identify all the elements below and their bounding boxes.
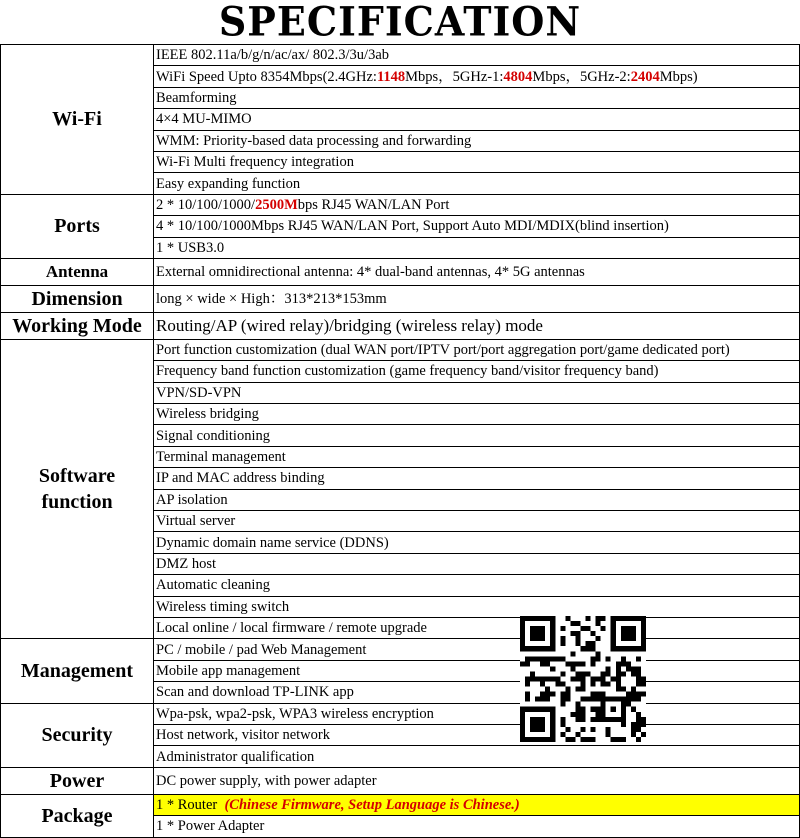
spec-value: Wireless timing switch xyxy=(154,596,800,617)
category-ports: Ports xyxy=(1,194,154,258)
spec-value: Beamforming xyxy=(154,87,800,108)
page-title: SPECIFICATION xyxy=(218,0,582,46)
category-wifi: Wi-Fi xyxy=(1,45,154,195)
spec-value: Port function customization (dual WAN port/IPTV port/port aggregation port/game dedicated port) xyxy=(154,339,800,360)
spec-value: Mobile app management xyxy=(154,660,800,681)
spec-value: long × wide × High：313*213*153mm xyxy=(154,285,800,312)
table-row xyxy=(1,703,800,724)
table-row xyxy=(1,194,800,215)
spec-value: 4×4 MU-MIMO xyxy=(154,109,800,130)
spec-value: Wi-Fi Multi frequency integration xyxy=(154,151,800,172)
table-row xyxy=(1,339,800,360)
spec-value: PC / mobile / pad Web Management xyxy=(154,639,800,660)
spec-value: Host network, visitor network xyxy=(154,724,800,745)
qr-code-image xyxy=(520,616,646,742)
spec-value: 4 * 10/100/1000Mbps RJ45 WAN/LAN Port, Support Auto MDI/MDIX(blind insertion) xyxy=(154,216,800,237)
spec-value: 1 * Power Adapter xyxy=(154,816,800,837)
spec-value: Administrator qualification xyxy=(154,746,800,767)
spec-value: External omnidirectional antenna: 4* dual-band antennas, 4* 5G antennas xyxy=(154,258,800,285)
spec-value: Automatic cleaning xyxy=(154,575,800,596)
spec-table xyxy=(0,44,800,838)
category-power: Power xyxy=(1,767,154,794)
table-row xyxy=(1,767,800,794)
spec-value: Easy expanding function xyxy=(154,173,800,194)
spec-value: Dynamic domain name service (DDNS) xyxy=(154,532,800,553)
table-row xyxy=(1,258,800,285)
table-row xyxy=(1,312,800,339)
spec-value: DC power supply, with power adapter xyxy=(154,767,800,794)
category-dimension: Dimension xyxy=(1,285,154,312)
spec-value: Terminal management xyxy=(154,446,800,467)
spec-value: Routing/AP (wired relay)/bridging (wireless relay) mode xyxy=(154,312,800,339)
spec-value: Signal conditioning xyxy=(154,425,800,446)
table-row xyxy=(1,794,800,815)
spec-value: Virtual server xyxy=(154,511,800,532)
spec-value: 1 * USB3.0 xyxy=(154,237,800,258)
category-working-mode: Working Mode xyxy=(1,312,154,339)
spec-value: WMM: Priority-based data processing and forwarding xyxy=(154,130,800,151)
table-row xyxy=(1,285,800,312)
spec-value: Wpa-psk, wpa2-psk, WPA3 wireless encryption xyxy=(154,703,800,724)
wifi-speed-value: WiFi Speed Upto 8354Mbps(2.4GHz:1148Mbps，5GHz-1:4804Mbps，5GHz-2:2404Mbps) xyxy=(154,66,800,87)
spec-value: VPN/SD-VPN xyxy=(154,382,800,403)
package-router-value: 1 * Router (Chinese Firmware, Setup Language is Chinese.) xyxy=(154,794,800,815)
category-software: Software function xyxy=(1,339,154,638)
spec-value: AP isolation xyxy=(154,489,800,510)
category-package: Package xyxy=(1,794,154,837)
category-management: Management xyxy=(1,639,154,703)
category-security: Security xyxy=(1,703,154,767)
category-antenna: Antenna xyxy=(1,258,154,285)
spec-value: Local online / local firmware / remote upgrade xyxy=(154,617,800,638)
spec-value: DMZ host xyxy=(154,553,800,574)
spec-value: Frequency band function customization (game frequency band/visitor frequency band) xyxy=(154,361,800,382)
wan-port-value: 2 * 10/100/1000/2500Mbps RJ45 WAN/LAN Port xyxy=(154,194,800,215)
spec-value: Scan and download TP-LINK app xyxy=(154,682,800,703)
spec-value: Wireless bridging xyxy=(154,404,800,425)
table-row xyxy=(1,639,800,660)
spec-value: IP and MAC address binding xyxy=(154,468,800,489)
table-row xyxy=(1,45,800,66)
spec-value: IEEE 802.11a/b/g/n/ac/ax/ 802.3/3u/3ab xyxy=(154,45,800,66)
